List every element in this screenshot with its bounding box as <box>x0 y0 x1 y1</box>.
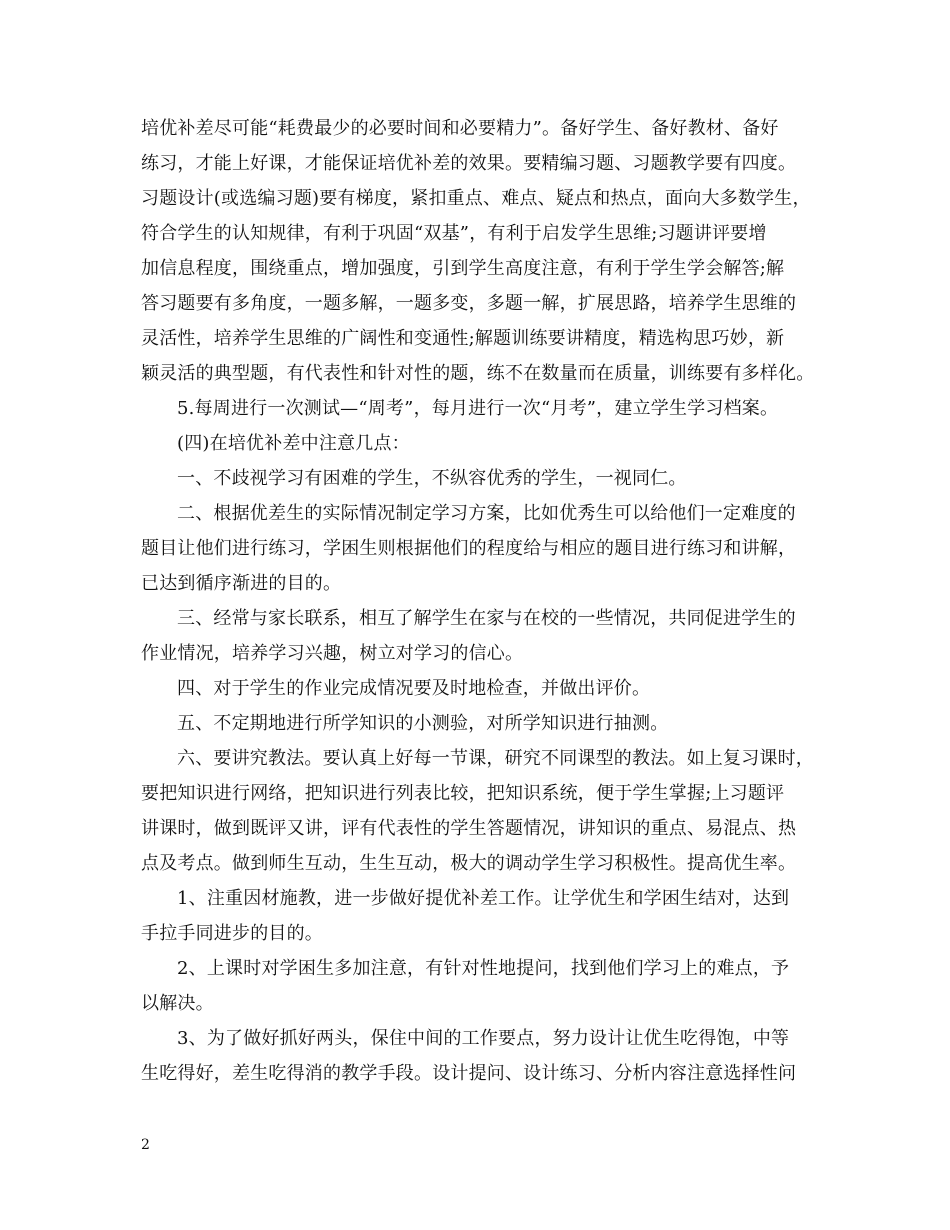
text-line: 二、根据优差生的实际情况制定学习方案，比如优秀生可以给他们一定难度的 <box>177 503 796 524</box>
text-line: 手拉手同进步的目的。 <box>141 923 323 944</box>
text-line: 培优补差尽可能“耗费最少的必要时间和必要精力”。备好学生、备好教材、备好 <box>141 118 779 139</box>
text-line: 要把知识进行网络，把知识进行列表比较，把知识系统，便于学生掌握;上习题评 <box>141 783 785 804</box>
text-line: 已达到循序渐进的目的。 <box>141 573 342 594</box>
text-line: 点及考点。做到师生互动，生生互动，极大的调动学生学习积极性。提高优生率。 <box>141 853 797 874</box>
text-line: 作业情况，培养学习兴趣，树立对学习的信心。 <box>141 643 524 664</box>
text-line: 1、注重因材施教，进一步做好提优补差工作。让学优生和学困生结对，达到 <box>177 888 790 909</box>
text-line: 三、经常与家长联系，相互了解学生在家与在校的一些情况，共同促进学生的 <box>177 608 796 629</box>
text-line: 练习，才能上好课，才能保证培优补差的效果。要精编习题、习题教学要有四度。 <box>141 153 797 174</box>
text-line: 题目让他们进行练习，学困生则根据他们的程度给与相应的题目进行练习和讲解， <box>141 538 797 559</box>
text-line: 3、为了做好抓好两头，保住中间的工作要点，努力设计让优生吃得饱，中等 <box>177 1028 790 1049</box>
text-line: 答习题要有多角度，一题多解，一题多变，多题一解，扩展思路，培养学生思维的 <box>141 293 797 314</box>
text-line: 以解决。 <box>141 993 214 1014</box>
text-line: 5.每周进行一次测试—“周考”，每月进行一次“月考”，建立学生学习档案。 <box>177 398 779 419</box>
text-line: 讲课时，做到既评又讲，评有代表性的学生答题情况，讲知识的重点、易混点、热 <box>141 818 797 839</box>
text-line: 灵活性，培养学生思维的广阔性和变通性;解题训练要讲精度，精选构思巧妙，新 <box>141 328 785 349</box>
text-line: 一、不歧视学习有困难的学生，不纵容优秀的学生，一视同仁。 <box>177 468 687 489</box>
page-number: 2 <box>141 1137 150 1153</box>
text-line: 2、上课时对学困生多加注意，有针对性地提问，找到他们学习上的难点，予 <box>177 958 790 979</box>
text-line: 四、对于学生的作业完成情况要及时地检查，并做出评价。 <box>177 678 651 699</box>
section-heading: (四)在培优补差中注意几点： <box>177 433 410 454</box>
text-line: 五、不定期地进行所学知识的小测验，对所学知识进行抽测。 <box>177 713 669 734</box>
text-line: 颖灵活的典型题，有代表性和针对性的题，练不在数量而在质量，训练要有多样化。 <box>141 363 815 384</box>
text-line: 习题设计(或选编习题)要有梯度，紧扣重点、难点、疑点和热点，面向大多数学生， <box>141 188 811 209</box>
text-line: 加信息程度，围绕重点，增加强度，引到学生高度注意，有利于学生学会解答;解 <box>141 258 785 279</box>
text-line: 六、要讲究教法。要认真上好每一节课，研究不同课型的教法。如上复习课时， <box>177 748 814 769</box>
text-line: 生吃得好，差生吃得消的教学手段。设计提问、设计练习、分析内容注意选择性问 <box>141 1063 797 1084</box>
text-line: 符合学生的认知规律，有利于巩固“双基”，有利于启发学生思维;习题讲评要增 <box>141 223 767 244</box>
